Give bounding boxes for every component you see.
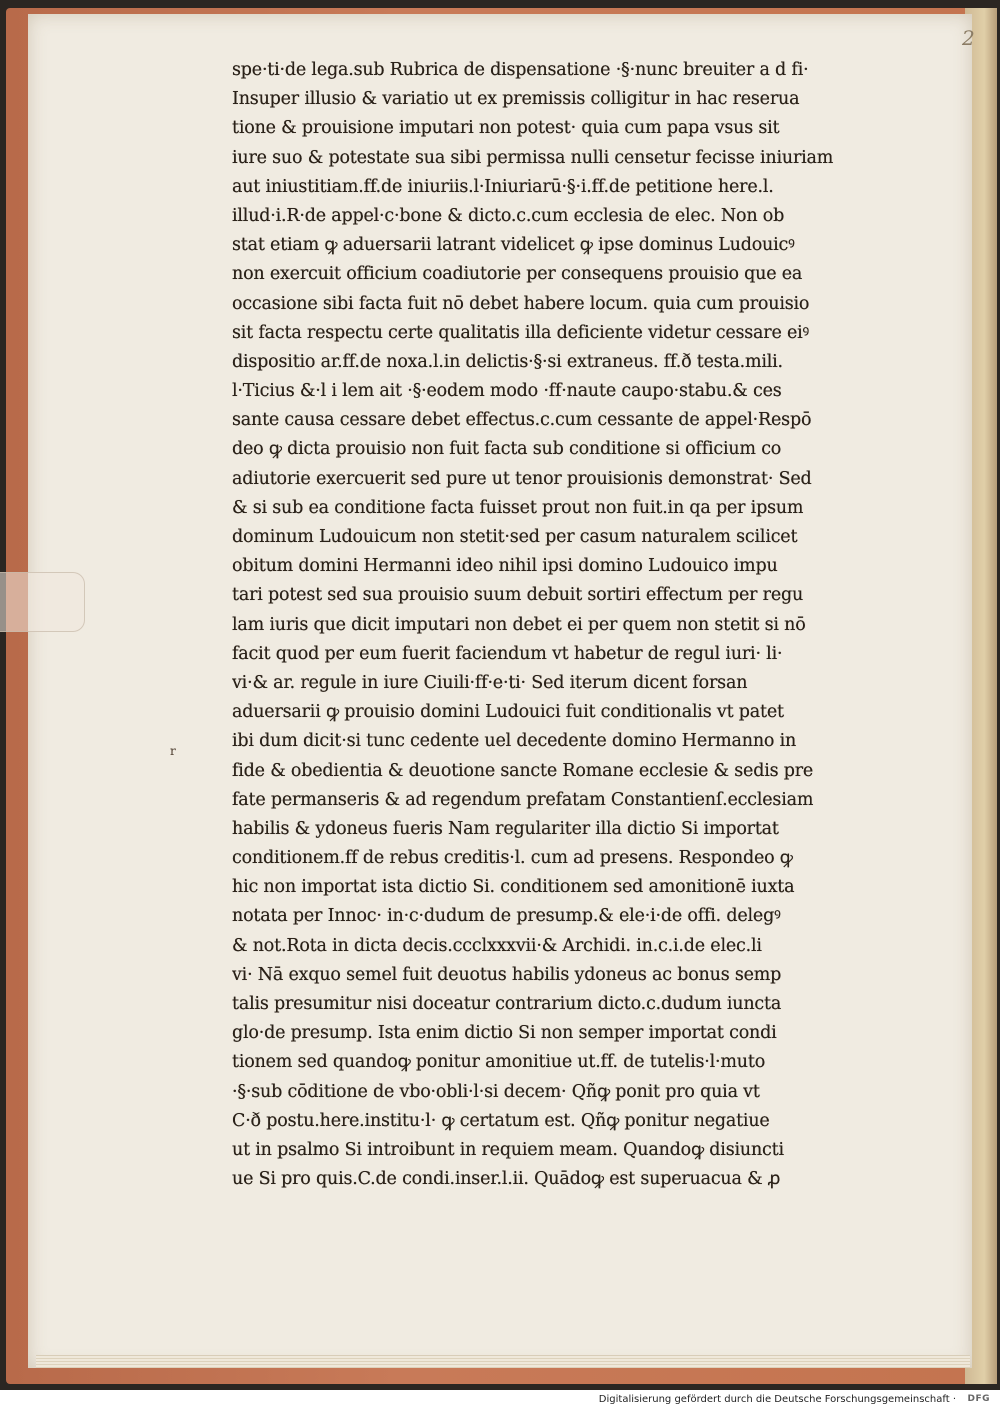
text-line: fate permanseris & ad regendum prefatam Constantienſ.ecclesiam xyxy=(232,789,814,810)
text-line: C·ð postu.here.institu·l· ꝙ certatum est. Qñꝙ ponitur negatiue xyxy=(232,1110,770,1131)
text-line: aut iniustitiam.ff.de iniuriis.l·Iniuriarū·§·i.ff.de petitione here.l. xyxy=(232,176,774,197)
text-line: lam iuris que dicit imputari non debet ei per quem non stetit si nō xyxy=(232,614,806,635)
text-line: habilis & ydoneus fueris Nam regulariter illa dictio Si importat xyxy=(232,818,779,839)
footer-credit: Digitalisierung gefördert durch die Deutsche Forschungsgemeinschaft · xyxy=(598,1394,956,1405)
text-line: Insuper illusio & variatio ut ex premissis colligitur in hac reserua xyxy=(232,89,800,110)
text-line: dispositio ar.ff.de noxa.l.in delictis·§·si extraneus. ff.ð testa.mili. xyxy=(232,351,783,372)
text-block xyxy=(232,56,854,1194)
text-line: ·§·sub cōditione de vbo·obli·l·si decem· Qñꝙ ponit pro quia vt xyxy=(232,1081,760,1102)
text-line: occasione sibi facta fuit nō debet habere locum. quia cum prouisio xyxy=(232,293,810,314)
corner-mark: 2 xyxy=(962,26,975,50)
text-line: ue Si pro quis.C.de condi.inser.l.ii. Quādoꝙ est superuacua & ꝓ xyxy=(232,1169,781,1190)
text-line: l·Ticius &·l i lem ait ·§·eodem modo ·ff·naute caupo·stabu.& ces xyxy=(232,381,782,402)
text-line: vi·& ar. regule in iure Ciuili·ff·e·ti· Sed iterum dicent forsan xyxy=(232,672,748,693)
text-line: adiutorie exercuerit sed pure ut tenor prouisionis demonstrat· Sed xyxy=(232,468,812,489)
text-line: iure suo & potestate sua sibi permissa nulli censetur fecisse iniuriam xyxy=(232,147,834,168)
text-line: tione & prouisione imputari non potest· quia cum papa vsus sit xyxy=(232,118,780,139)
text-line: glo·de presump. Ista enim dictio Si non semper importat condi xyxy=(232,1023,777,1044)
text-line: vi· Nā exquo semel fuit deuotus habilis ydoneus ac bonus semp xyxy=(232,964,782,985)
text-line: talis presumitur nisi doceatur contrarium dicto.c.dudum iuncta xyxy=(232,994,782,1014)
text-line: facit quod per eum fuerit faciendum vt habetur de regul iuri· li· xyxy=(232,643,783,664)
text-line: conditionem.ff de rebus creditis·l. cum ad presens. Respondeo ꝙ xyxy=(232,848,793,869)
text-line: hic non importat ista dictio Si. conditionem sed amonitionē iuxta xyxy=(232,877,795,898)
text-line: sit facta respectu certe qualitatis illa deficiente videtur cessare eiꝰ xyxy=(232,322,810,343)
text-line: sante causa cessare debet effectus.c.cum cessante de appel·Respō xyxy=(232,410,812,431)
page-holder-tab xyxy=(0,572,85,632)
text-line: ut in psalmo Si introibunt in requiem meam. Quandoꝙ disiuncti xyxy=(232,1139,784,1160)
text-line: tari potest sed sua prouisio suum debuit sortiri effectum per regu xyxy=(232,585,804,606)
text-line: fide & obedientia & deuotione sancte Romane ecclesie & sedis pre xyxy=(232,760,814,781)
text-line: spe·ti·de lega.sub Rubrica de dispensatione ·§·nunc breuiter a d fi· xyxy=(232,60,809,80)
text-line: deo ꝙ dicta prouisio non fuit facta sub conditione si officium co xyxy=(232,439,782,460)
text-line: & not.Rota in dicta decis.ccclxxxvii·& Archidi. in.c.i.de elec.li xyxy=(232,935,762,956)
footer xyxy=(0,1390,1000,1412)
text-line: tionem sed quandoꝙ ponitur amonitiue ut.ff. de tutelis·l·muto xyxy=(232,1052,766,1073)
dfg-logo: DFG xyxy=(967,1394,990,1404)
text-line: notata per Innoc· in·c·dudum de presump.& ele·i·de offi. delegꝰ xyxy=(232,906,781,927)
text-line: aduersarii ꝙ prouisio domini Ludouici fuit conditionalis vt patet xyxy=(232,702,784,723)
page-edge xyxy=(36,1355,970,1368)
text-line: obitum domini Hermanni ideo nihil ipsi domino Ludouico impu xyxy=(232,556,778,577)
text-line: ibi dum dicit·si tunc cedente uel decedente domino Hermanno in xyxy=(232,731,797,752)
stray-mark: r xyxy=(170,744,176,758)
text-line: non exercuit officium coadiutorie per consequens prouisio que ea xyxy=(232,264,803,285)
text-line: stat etiam ꝙ aduersarii latrant videlicet ꝙ ipse dominus Ludouicꝰ xyxy=(232,235,795,256)
text-line: dominum Ludouicum non stetit·sed per casum naturalem scilicet xyxy=(232,527,798,547)
text-line: & si sub ea conditione facta fuisset prout non fuit.in qa per ipsum xyxy=(232,497,804,518)
text-line: illud·i.R·de appel·c·bone & dicto.c.cum ecclesia de elec. Non ob xyxy=(232,205,785,226)
